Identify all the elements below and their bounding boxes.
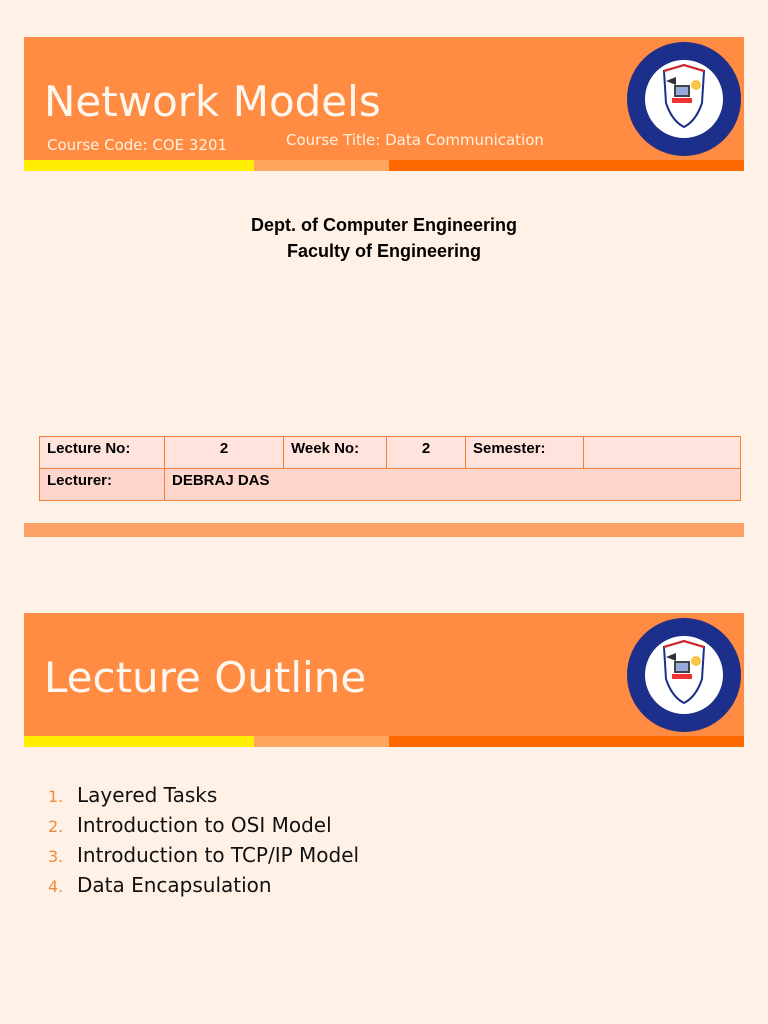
slide-title: Lecture Outline [44, 653, 367, 702]
table-row [40, 469, 741, 501]
course-title: Course Title: Data Communication [286, 131, 544, 149]
list-item: 4. Data Encapsulation [48, 873, 272, 897]
header-stripe-light [254, 736, 389, 747]
lecturer-label: Lecturer: [40, 469, 165, 501]
department-block [0, 212, 768, 264]
lecture-info-table [39, 436, 741, 501]
course-code: Course Code: COE 3201 [47, 136, 228, 154]
outline-slide-header [24, 613, 744, 747]
semester-label: Semester: [466, 437, 584, 469]
lecture-no-label: Lecture No: [40, 437, 165, 469]
lecture-no-value: 2 [165, 437, 284, 469]
header-stripe-yellow [24, 736, 254, 747]
header-stripe-dark [389, 736, 744, 747]
table-row [40, 437, 741, 469]
lecturer-name: DEBRAJ DAS [165, 469, 741, 501]
list-item: 3. Introduction to TCP/IP Model [48, 843, 360, 867]
week-no-label: Week No: [284, 437, 387, 469]
list-item: 1. Layered Tasks [48, 783, 218, 807]
department-name: Dept. of Computer Engineering [250, 215, 517, 235]
semester-value [584, 437, 741, 469]
university-seal-logo [626, 617, 742, 733]
header-stripe-dark [389, 160, 744, 171]
outline-list [48, 780, 359, 900]
slide-divider [24, 523, 744, 537]
header-stripe-light [254, 160, 389, 171]
title-slide-header [24, 37, 744, 171]
university-seal-logo [626, 41, 742, 157]
week-no-value: 2 [387, 437, 466, 469]
list-item: 2. Introduction to OSI Model [48, 813, 332, 837]
faculty-name: Faculty of Engineering [286, 241, 482, 261]
slide-title: Network Models [44, 77, 381, 126]
header-stripe-yellow [24, 160, 254, 171]
